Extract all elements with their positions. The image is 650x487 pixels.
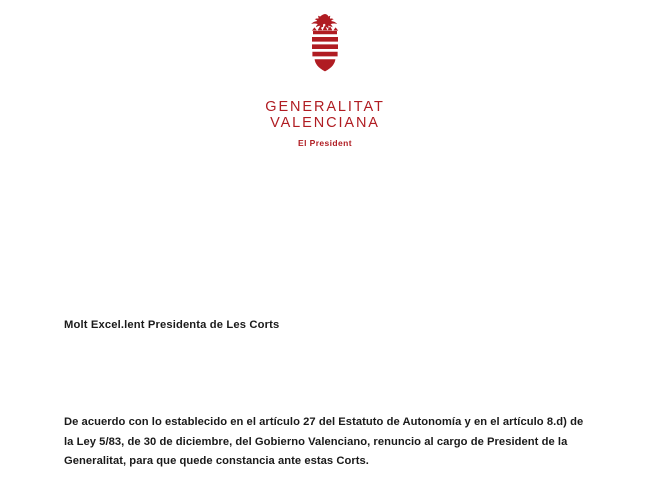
organization-line-1: GENERALITAT xyxy=(265,99,385,115)
addressee-line: Molt Excel.lent Presidenta de Les Corts xyxy=(64,319,280,331)
organization-line-2: VALENCIANA xyxy=(270,115,380,131)
letterhead xyxy=(0,12,650,148)
valencia-coat-of-arms-icon xyxy=(294,12,356,90)
organization-name xyxy=(265,99,384,131)
organization-subtitle: El President xyxy=(298,138,352,148)
body-paragraph: De acuerdo con lo establecido en el artículo 27 del Estatuto de Autonomía y en el artículo 8.d) de la Ley 5/83, de 30 de diciembre, del Gobierno Valenciano, renuncio al cargo de President de la Generalitat, para que quede constancia ante estas Corts. xyxy=(64,416,584,467)
